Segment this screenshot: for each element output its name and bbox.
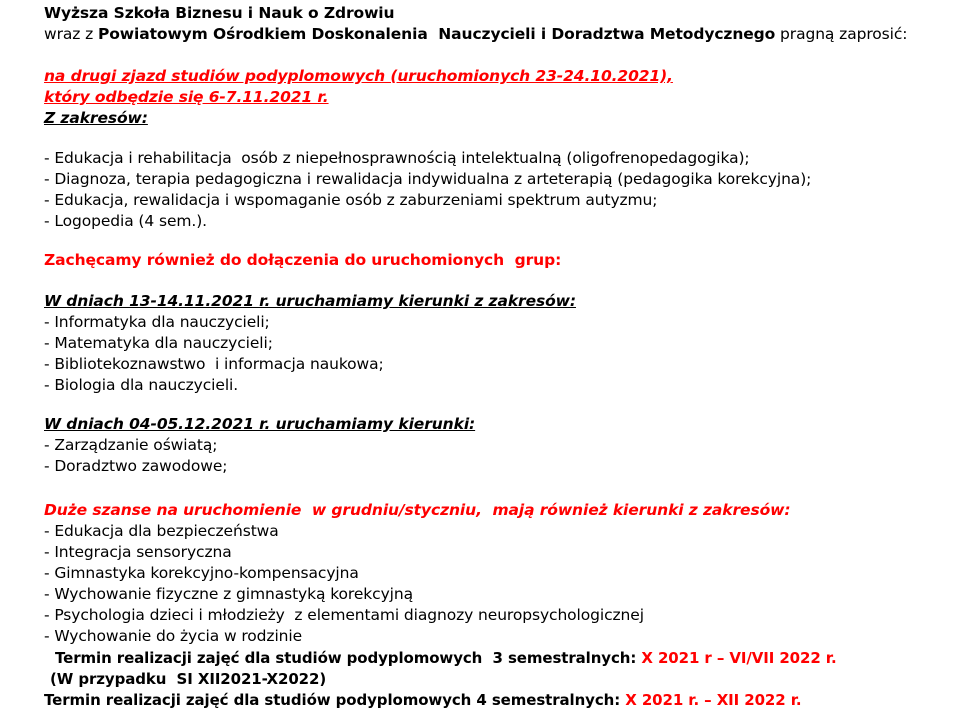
list-item: - Informatyka dla nauczycieli; xyxy=(44,313,270,331)
list-item: - Biologia dla nauczycieli. xyxy=(44,376,239,394)
list-item: - Psychologia dzieci i młodzieży z elementami diagnozy neuropsychologicznej xyxy=(44,606,644,624)
group1-heading: W dniach 13-14.11.2021 r. uruchamiamy kierunki z zakresów: xyxy=(44,292,576,310)
list-item: - Doradztwo zawodowe; xyxy=(44,457,228,475)
term4-label: Termin realizacji zajęć dla studiów podyplomowych 4 semestralnych: xyxy=(44,691,626,709)
term3-value: X 2021 r – VI/VII 2022 r. xyxy=(641,649,837,667)
list-item: - Edukacja, rewalidacja i wspomaganie osób z zaburzeniami spektrum autyzmu; xyxy=(44,191,658,209)
list-item: - Edukacja i rehabilitacja osób z niepełnosprawnością intelektualną (oligofrenopedagogika); xyxy=(44,149,750,167)
term-note: (W przypadku SI XII2021-X2022) xyxy=(50,670,327,688)
list-item: - Wychowanie fizyczne z gimnastyką korekcyjną xyxy=(44,585,413,603)
school-name: Wyższa Szkoła Biznesu i Nauk o Zdrowiu xyxy=(44,4,395,22)
group2-heading: W dniach 04-05.12.2021 r. uruchamiamy kierunki: xyxy=(44,415,476,433)
list-item: - Matematyka dla nauczycieli; xyxy=(44,334,273,352)
list-item: - Logopedia (4 sem.). xyxy=(44,212,207,230)
with-prefix: wraz z xyxy=(44,25,98,43)
list-item: - Gimnastyka korekcyjno-kompensacyjna xyxy=(44,564,359,582)
chances-heading: Duże szanse na uruchomienie w grudniu/styczniu, mają również kierunki z zakresów: xyxy=(44,501,791,519)
term3-label: Termin realizacji zajęć dla studiów podyplomowych 3 semestralnych: xyxy=(55,649,642,667)
term4-value: X 2021 r. – XII 2022 r. xyxy=(625,691,802,709)
term-3-semester xyxy=(55,648,837,669)
list-item: - Wychowanie do życia w rodzinie xyxy=(44,627,303,645)
invite-suffix: pragną zaprosić: xyxy=(775,25,908,43)
encourage-heading: Zachęcamy również do dołączenia do uruchomionych grup: xyxy=(44,251,562,269)
partner-name: Powiatowym Ośrodkiem Doskonalenia Nauczycieli i Doradztwa Metodycznego xyxy=(97,25,776,43)
scope-heading: Z zakresów: xyxy=(44,109,148,127)
list-item: - Diagnoza, terapia pedagogiczna i rewalidacja indywidualna z arteterapią (pedagogika korekcyjna); xyxy=(44,170,812,188)
list-item: - Zarządzanie oświatą; xyxy=(44,436,218,454)
list-item: - Bibliotekoznawstwo i informacja naukowa; xyxy=(44,355,384,373)
event-line-2: który odbędzie się 6-7.11.2021 r. xyxy=(44,88,329,106)
list-item: - Integracja sensoryczna xyxy=(44,543,232,561)
event-line-1: na drugi zjazd studiów podyplomowych (uruchomionych 23-24.10.2021), xyxy=(44,67,673,85)
list-item: - Edukacja dla bezpieczeństwa xyxy=(44,522,279,540)
invitation-line xyxy=(44,24,907,45)
term-4-semester xyxy=(44,690,801,711)
